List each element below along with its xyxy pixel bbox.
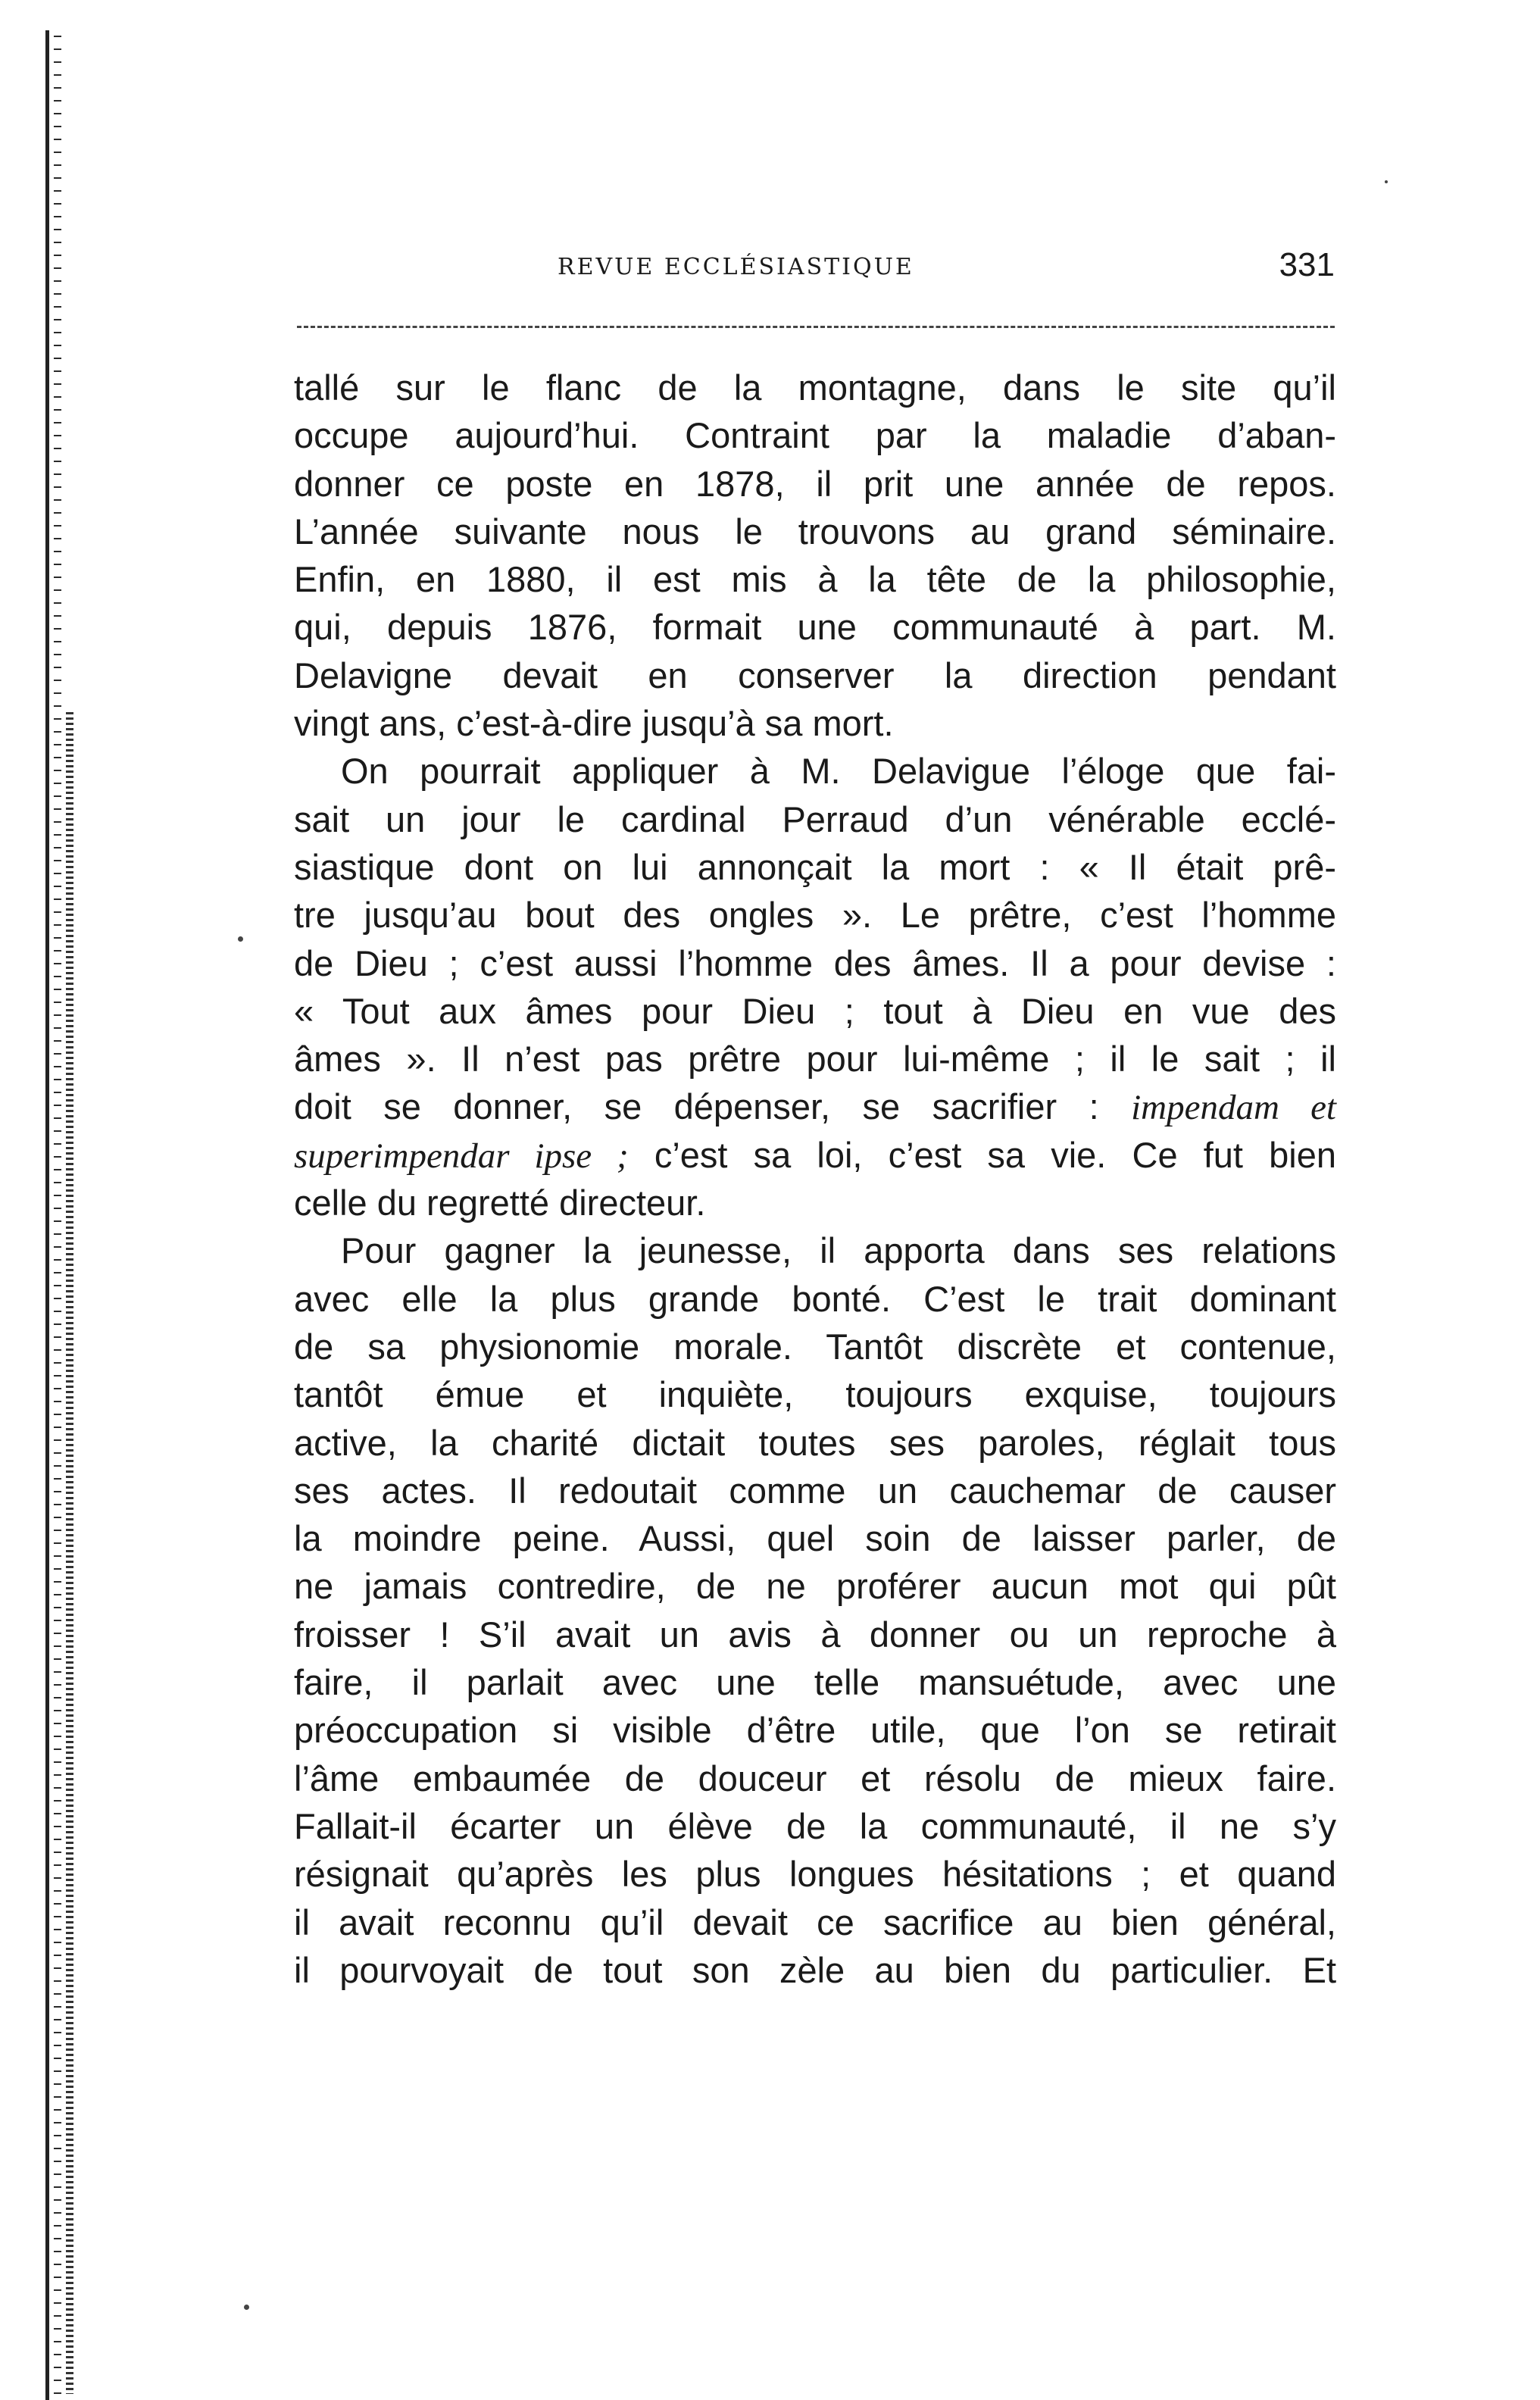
text-line: avec elle la plus grande bonté. C’est le trait dominant: [294, 1278, 1336, 1319]
text-line: froisser ! S’il avait un avis à donner ou un reproche à: [294, 1614, 1336, 1655]
header-rule: [297, 326, 1335, 328]
text-line: il pourvoyait de tout son zèle au bien du particulier. Et: [294, 1949, 1336, 1990]
text-line: [294, 1083, 1336, 1130]
text-line: il avait reconnu qu’il devait ce sacrifice au bien général,: [294, 1902, 1336, 1942]
text-line: « Tout aux âmes pour Dieu ; tout à Dieu en vue des: [294, 990, 1336, 1031]
text-segment: c’est sa loi, c’est sa vie. Ce fut bien: [654, 1134, 1336, 1175]
text-line: donner ce poste en 1878, il prit une année de repos.: [294, 463, 1336, 504]
text-line: ne jamais contredire, de ne proférer aucun mot qui pût: [294, 1566, 1336, 1607]
text-line: vingt ans, c’est-à-dire jusqu’à sa mort.: [294, 703, 894, 744]
text-line: occupe aujourd’hui. Contraint par la maladie d’aban-: [294, 415, 1336, 456]
body-text: [294, 364, 1336, 1994]
text-line: résignait qu’après les plus longues hésitations ; et quand: [294, 1854, 1336, 1895]
page-number: 331: [1279, 246, 1335, 283]
text-line: la moindre peine. Aussi, quel soin de laisser parler, de: [294, 1518, 1336, 1559]
text-line: Delavigne devait en conserver la direction pendant: [294, 655, 1336, 695]
text-segment: doit se donner, se dépenser, se sacrifier :: [294, 1086, 1099, 1127]
text-line: tre jusqu’au bout des ongles ». Le prêtre, c’est l’homme: [294, 895, 1336, 936]
page-binding-edge: [45, 30, 83, 2400]
text-line: Enfin, en 1880, il est mis à la tête de la philosophie,: [294, 559, 1336, 600]
text-line: L’année suivante nous le trouvons au grand séminaire.: [294, 511, 1336, 552]
text-line: active, la charité dictait toutes ses paroles, réglait tous: [294, 1422, 1336, 1463]
text-line: siastique dont on lui annonçait la mort : « Il était prê-: [294, 846, 1336, 887]
text-line: qui, depuis 1876, formait une communauté à part. M.: [294, 607, 1336, 648]
paper-speck: [1385, 180, 1388, 183]
paper-speck: [244, 2305, 249, 2310]
text-line: Fallait-il écarter un élève de la communauté, il ne s’y: [294, 1805, 1336, 1846]
paper-speck: [238, 936, 243, 942]
text-line: celle du regretté directeur.: [294, 1183, 706, 1223]
text-line: tallé sur le flanc de la montagne, dans le site qu’il: [294, 367, 1336, 408]
text-line: préoccupation si visible d’être utile, que l’on se retirait: [294, 1710, 1336, 1751]
text-line: [294, 1131, 1336, 1179]
text-line: tantôt émue et inquiète, toujours exquise, toujours: [294, 1374, 1336, 1415]
paragraph-start-line: On pourrait appliquer à M. Delavigue l’éloge que fai-: [341, 751, 1336, 792]
text-line: faire, il parlait avec une telle mansuétude, avec une: [294, 1662, 1336, 1703]
text-line: sait un jour le cardinal Perraud d’un vénérable ecclé-: [294, 798, 1336, 839]
running-title: REVUE ECCLÉSIASTIQUE: [558, 254, 914, 280]
text-line: ses actes. Il redoutait comme un cauchemar de causer: [294, 1470, 1336, 1511]
text-line: de sa physionomie morale. Tantôt discrète et contenue,: [294, 1326, 1336, 1367]
paragraph-start-line: Pour gagner la jeunesse, il apporta dans ses relations: [341, 1230, 1336, 1271]
latin-quote-part-2: superimpendar ipse ;: [294, 1136, 629, 1176]
latin-quote-part-1: impendam et: [1131, 1088, 1336, 1128]
text-line: de Dieu ; c’est aussi l’homme des âmes. Il a pour devise :: [294, 942, 1336, 983]
running-header: [292, 246, 1335, 299]
text-line: âmes ». Il n’est pas prêtre pour lui-même ; il le sait ; il: [294, 1039, 1336, 1080]
text-line: l’âme embaumée de douceur et résolu de mieux faire.: [294, 1758, 1336, 1798]
